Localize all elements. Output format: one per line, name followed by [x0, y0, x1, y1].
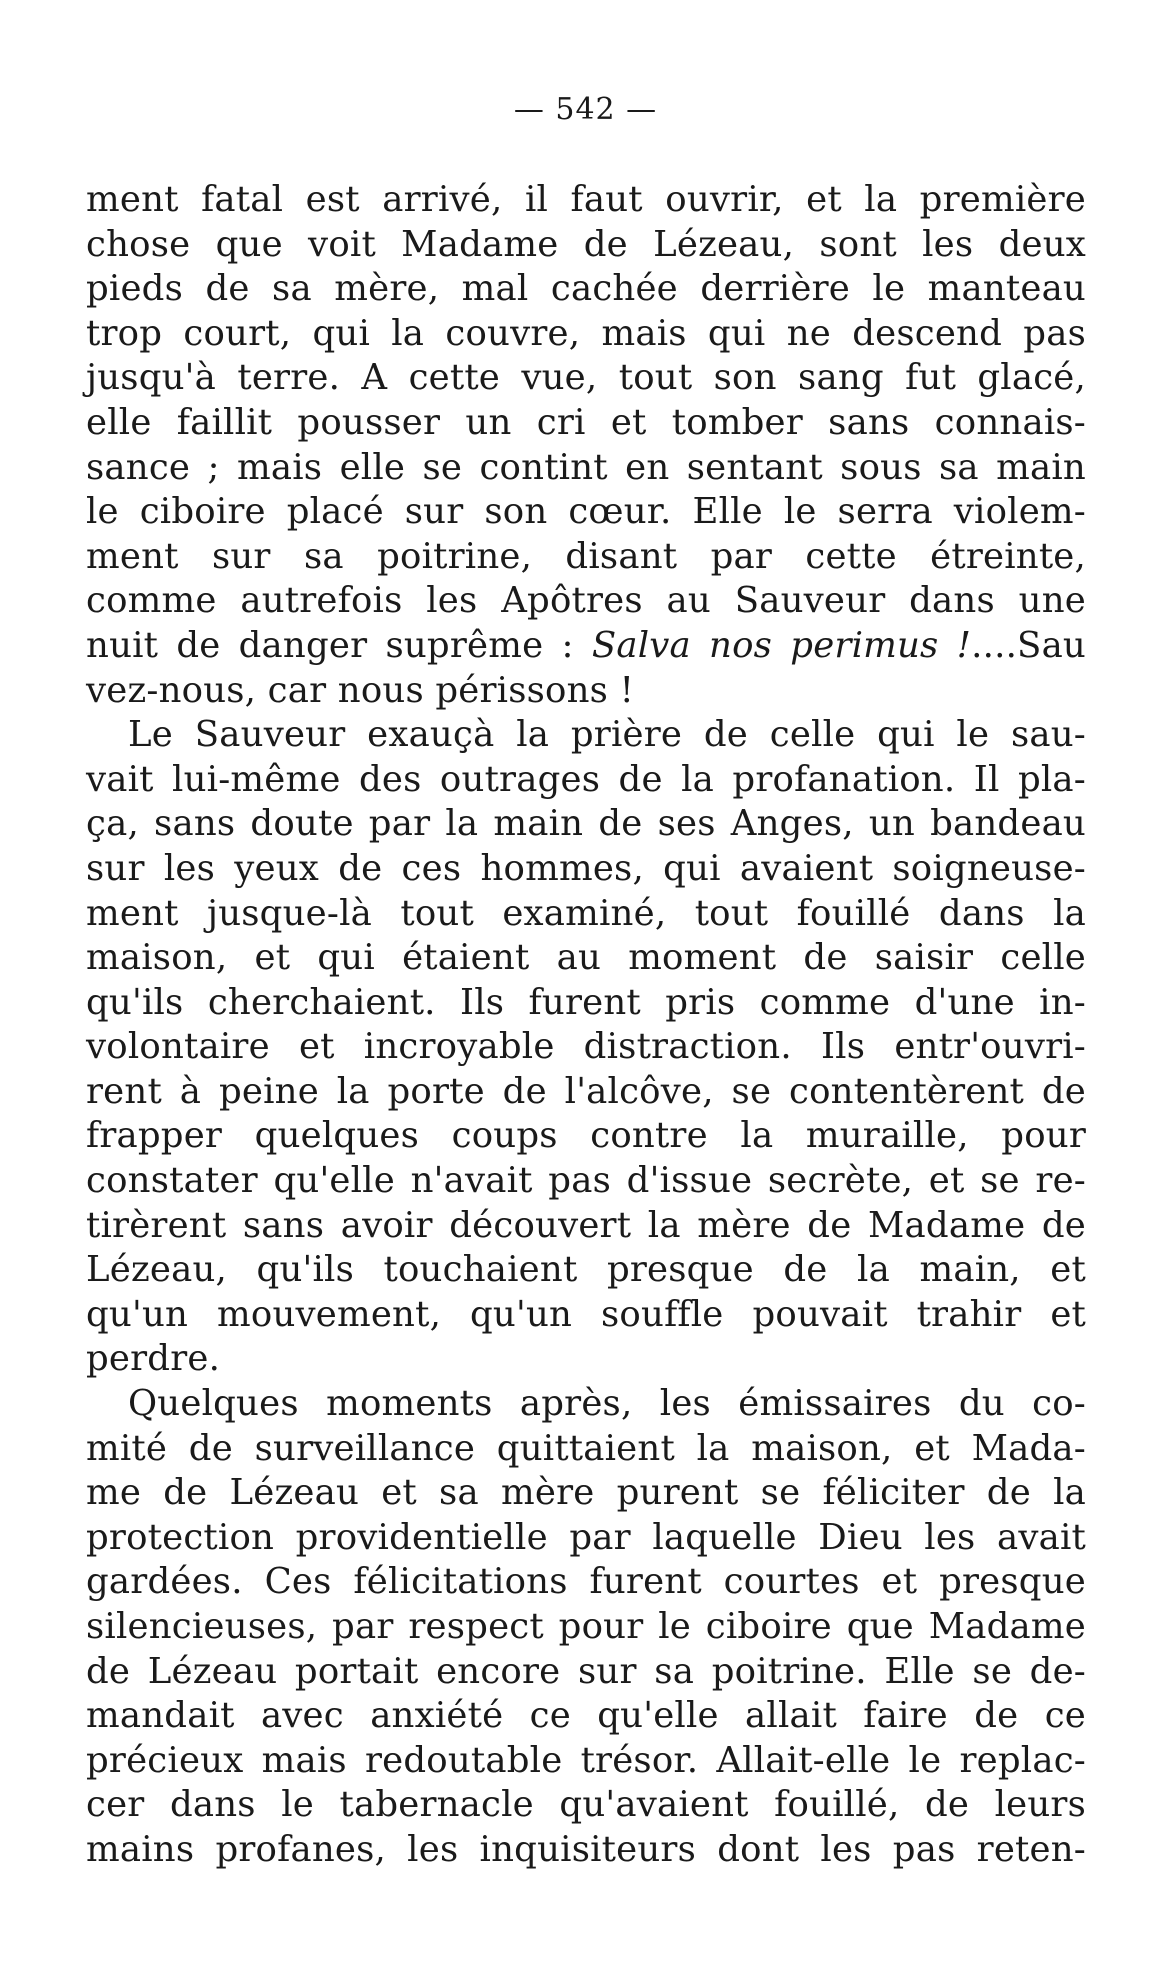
text-line: perdre. — [86, 1338, 221, 1380]
text-line: elle faillit pousser un cri et tomber sans connais- — [86, 401, 1086, 443]
text-line: vait lui-même des outrages de la profanation. Il pla- — [86, 758, 1086, 800]
text-line: mité de surveillance quittaient la maison, et Mada- — [86, 1427, 1086, 1469]
text-line: ment sur sa poitrine, disant par cette étreinte, — [86, 535, 1086, 577]
text-line: qu'ils cherchaient. Ils furent pris comme d'une in- — [86, 981, 1086, 1023]
text-line: maison, et qui étaient au moment de saisir celle — [86, 937, 1086, 979]
latin-quotation: Salva nos perimus ! — [591, 624, 972, 666]
text-line: ça, sans doute par la main de ses Anges, un bandeau — [86, 803, 1086, 845]
text-line: le ciboire placé sur son cœur. Elle le serra violem- — [86, 491, 1086, 533]
text-segment: nuit de danger suprême : — [86, 624, 592, 666]
text-line: pieds de sa mère, mal cachée derrière le manteau — [86, 268, 1086, 310]
text-line: qu'un mouvement, qu'un souffle pouvait trahir et — [86, 1293, 1086, 1335]
text-line: Le Sauveur exauçà la prière de celle qui le sau- — [128, 714, 1086, 756]
text-line: de Lézeau portait encore sur sa poitrine. Elle se de- — [86, 1650, 1086, 1692]
text-line: chose que voit Madame de Lézeau, sont les deux — [86, 223, 1086, 265]
text-line: me de Lézeau et sa mère purent se féliciter de la — [86, 1472, 1086, 1514]
text-line: cer dans le tabernacle qu'avaient fouillé, de leurs — [86, 1784, 1086, 1826]
text-line: précieux mais redoutable trésor. Allait-elle le replac- — [86, 1739, 1086, 1781]
text-line: vez-nous, car nous périssons ! — [86, 669, 635, 711]
text-line: silencieuses, par respect pour le ciboire que Madame — [86, 1606, 1086, 1647]
text-line: protection providentielle par laquelle Dieu les avait — [86, 1516, 1086, 1558]
text-line — [86, 624, 1086, 669]
text-line: ment fatal est arrivé, il faut ouvrir, et la première — [86, 179, 1086, 220]
text-line: mandait avec anxiété ce qu'elle allait faire de ce — [86, 1695, 1086, 1737]
text-line: Quelques moments après, les émissaires du co- — [128, 1383, 1086, 1425]
text-line: gardées. Ces félicitations furent courtes et presque — [86, 1561, 1086, 1603]
text-line: mains profanes, les inquisiteurs dont les pas reten- — [86, 1828, 1086, 1870]
text-line: comme autrefois les Apôtres au Sauveur dans une — [86, 580, 1086, 622]
text-line: sur les yeux de ces hommes, qui avaient soigneuse- — [86, 847, 1086, 889]
page-number: — 542 — — [513, 92, 658, 127]
text-line: Lézeau, qu'ils touchaient presque de la main, et — [86, 1249, 1086, 1291]
text-line: ment jusque-là tout examiné, tout fouillé dans la — [86, 892, 1086, 934]
text-line: frapper quelques coups contre la muraille, pour — [86, 1115, 1086, 1157]
text-line: trop court, qui la couvre, mais qui ne descend pas — [86, 312, 1086, 354]
body-text — [86, 178, 1086, 1873]
text-line: rent à peine la porte de l'alcôve, se contentèrent de — [86, 1070, 1086, 1112]
text-line: constater qu'elle n'avait pas d'issue secrète, et se re- — [86, 1160, 1086, 1202]
text-line: volontaire et incroyable distraction. Ils entr'ouvri- — [86, 1026, 1086, 1068]
text-line: sance ; mais elle se contint en sentant sous sa main — [86, 446, 1086, 488]
text-segment: ....Sau — [971, 624, 1086, 666]
text-line: jusqu'à terre. A cette vue, tout son sang fut glacé, — [86, 357, 1086, 399]
text-line: tirèrent sans avoir découvert la mère de Madame de — [86, 1204, 1086, 1246]
